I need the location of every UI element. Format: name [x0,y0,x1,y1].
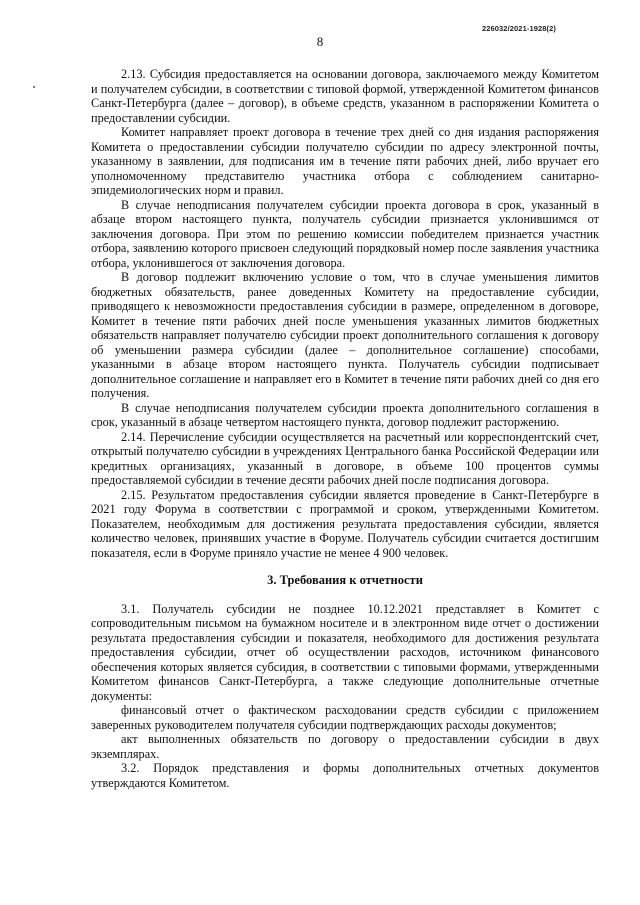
paragraph-3-1: 3.1. Получатель субсидии не позднее 10.12.2021 представляет в Комитет с сопроводительным письмом на бумажном носителе и в электронном виде отчет о достижении результата предоставления субсидии и показателя, необходимого для достижения результата предоставления субсидии, отчет об осуществлении расходов, источником финансового обеспечения которых является субсидия, в соответствии с типовыми формами, утвержденными Комитетом финансов Санкт-Петербурга, а также следующие дополнительные отчетные документы: [91,601,599,703]
paragraph: В случае неподписания получателем субсидии проекта дополнительного соглашения в срок, указанный в абзаце четвертом настоящего пункта, договор подлежит расторжению. [91,400,599,429]
paragraph: финансовый отчет о фактическом расходовании средств субсидии с приложением заверенных руководителем получателя субсидии подтверждающих расходы документов; [91,703,599,732]
paragraph-2-13: 2.13. Субсидия предоставляется на основании договора, заключаемого между Комитетом и получателем субсидии, в соответствии с типовой формой, утвержденной Комитетом финансов Санкт-Петербурга (далее – договор), в объеме средств, указанном в распоряжении Комитета о предоставлении субсидии. [91,67,599,125]
paragraph: акт выполненных обязательств по договору о предоставлении субсидии в двух экземплярах. [91,732,599,761]
paragraph-2-14: 2.14. Перечисление субсидии осуществляется на расчетный или корреспондентский счет, открытый получателю субсидии в учреждениях Центрального банка Российской Федерации или кредитных организациях, указанный в договоре, в объеме 100 процентов суммы предоставляемой субсидии в течение десяти рабочих дней после подписания договора. [91,429,599,487]
paragraph: В случае неподписания получателем субсидии проекта договора в срок, указанный в абзаце втором настоящего пункта, получатель субсидии признается уклонившимся от заключения договора. При этом по решению комиссии победителем признается участник отбора, заявлению которого присвоен следующий порядковый номер после заявления участника отбора, уклонившегося от заключения договора. [91,197,599,270]
page-number: 8 [316,34,324,49]
paragraph-2-15: 2.15. Результатом предоставления субсидии является проведение в Санкт-Петербурге в 2021 году Форума в соответствии с программой и сроком, утвержденными Комитетом. Показателем, необходимым для достижения результата предоставления субсидии, является количество человек, принявших участие в Форуме. Получатель субсидии считается достигшим показателя, если в Форуме приняло участие не менее 4 900 человек. [91,487,599,560]
paragraph-3-2: 3.2. Порядок представления и формы дополнительных отчетных документов утверждаются Комитетом. [91,761,599,790]
section-title: 3. Требования к отчетности [267,573,423,587]
document-number: 226032/2021-1928(2) [481,24,556,33]
paragraph: Комитет направляет проект договора в течение трех дней со дня издания распоряжения Комитета о предоставлении субсидии получателю субсидии по адресу электронной почты, указанному в заявлении, для подписания им в течение пяти рабочих дней, либо вручает его уполномоченному представителю участника отбора с соблюдением санитарно-эпидемиологических норм и правил. [91,125,599,197]
document-body [91,67,599,790]
scan-dot-mark [33,86,35,88]
paragraph: В договор подлежит включению условие о том, что в случае уменьшения лимитов бюджетных обязательств, ранее доведенных Комитету на предоставление субсидии, приводящего к невозможности предоставления субсидии в размере, определенном в договоре, Комитет в течение пяти рабочих дней после уменьшения указанных лимитов бюджетных обязательств направляет получателю субсидии проект дополнительного соглашения к договору об уменьшении размера субсидии (далее – дополнительное соглашение) способами, указанными в абзаце втором настоящего пункта. Получатель субсидии подписывает дополнительное соглашение и направляет его в Комитет в течение пяти рабочих дней со дня его получения. [91,270,599,400]
